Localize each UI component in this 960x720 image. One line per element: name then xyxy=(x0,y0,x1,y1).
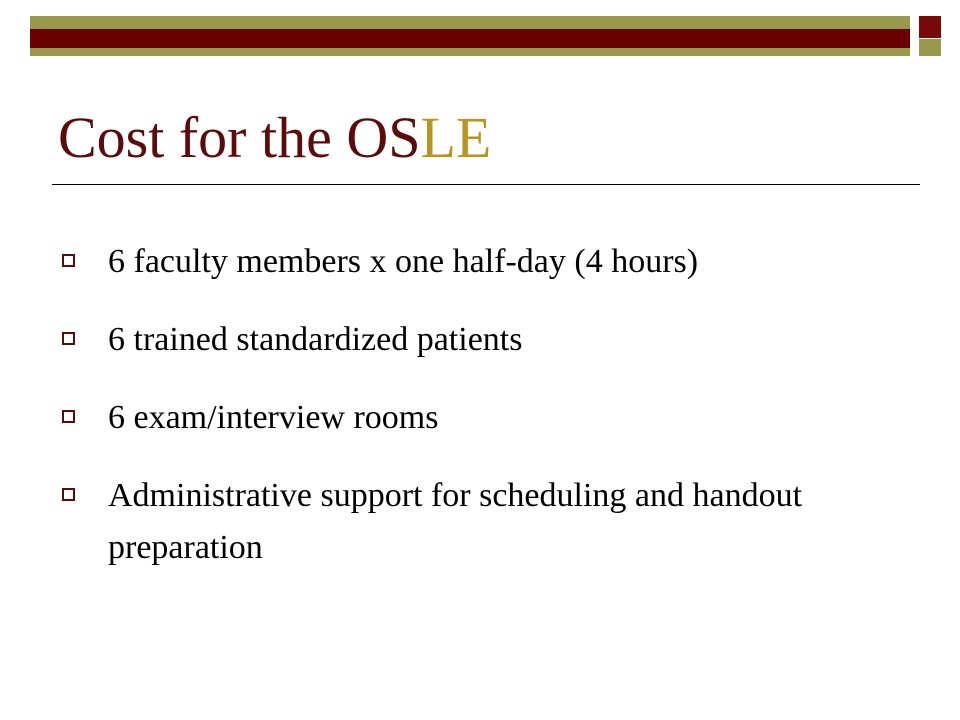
hollow-square-icon xyxy=(62,488,75,501)
hollow-square-icon xyxy=(62,332,75,345)
bullet-item xyxy=(62,236,922,288)
slide-title xyxy=(58,104,491,172)
bullet-item xyxy=(62,470,922,574)
bullet-text: Administrative support for scheduling and handout preparation xyxy=(108,477,803,566)
hollow-square-icon xyxy=(62,254,75,267)
hollow-square-icon xyxy=(62,410,75,423)
header-bar-maroon xyxy=(30,29,910,48)
header-corner-block-olive xyxy=(919,39,941,56)
title-divider xyxy=(52,184,920,185)
bullet-text: 6 faculty members x one half-day (4 hours) xyxy=(108,243,699,280)
bullet-item xyxy=(62,392,922,444)
header-corner-block-maroon xyxy=(919,16,941,38)
slide-title-main: Cost for the OS xyxy=(58,105,421,170)
bullet-text: 6 exam/interview rooms xyxy=(108,399,439,436)
bullet-list xyxy=(62,236,922,600)
bullet-text: 6 trained standardized patients xyxy=(108,321,523,358)
bullet-item xyxy=(62,314,922,366)
slide-title-accent: LE xyxy=(420,105,492,170)
